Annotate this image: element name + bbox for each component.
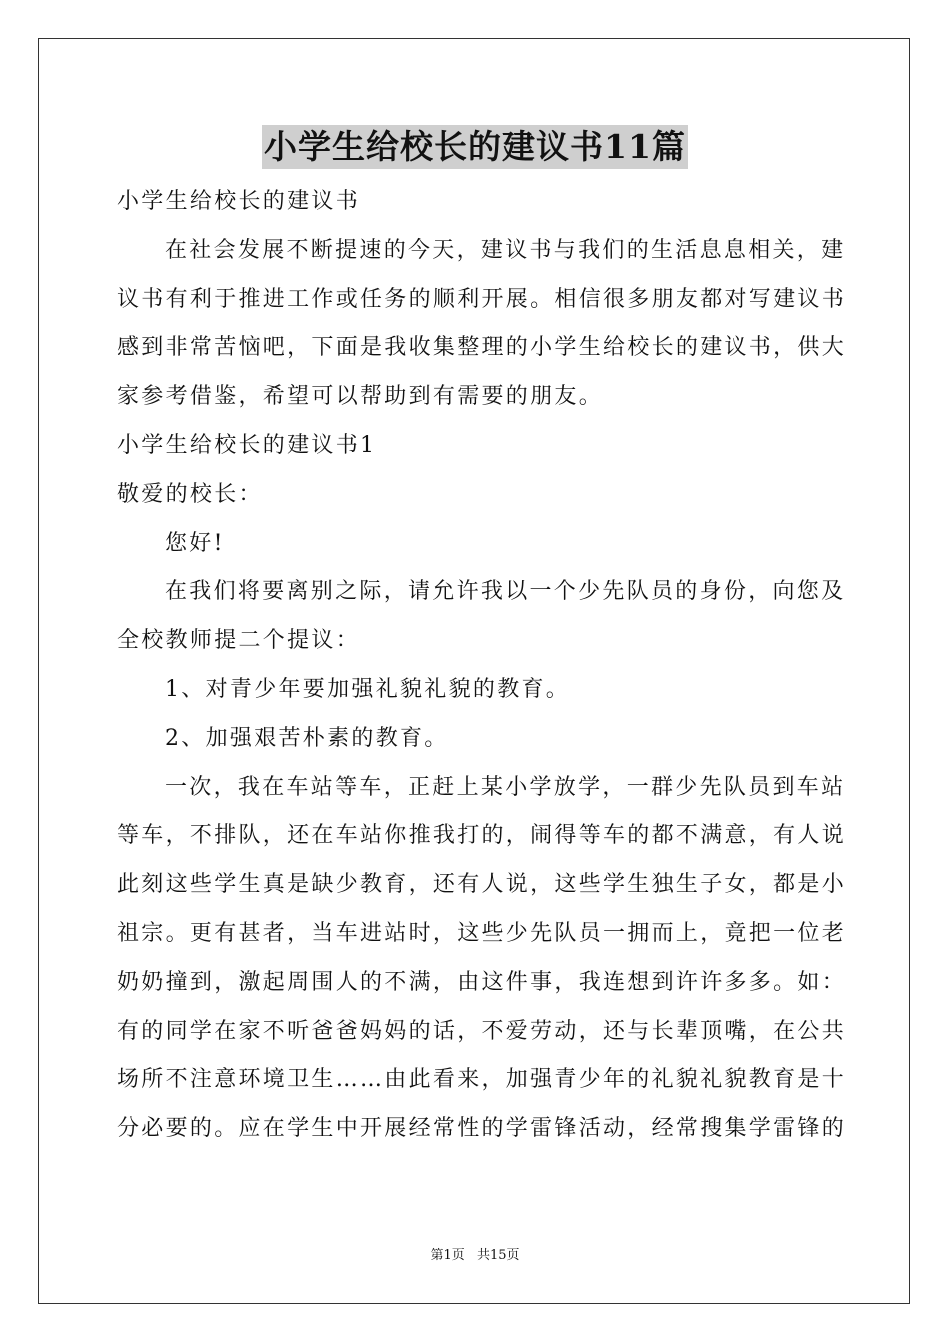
body-paragraph-line: 奶奶撞到，激起周围人的不满，由这件事，我连想到许许多多。如： bbox=[117, 969, 847, 995]
page-footer bbox=[0, 1247, 950, 1265]
body-paragraph-line: 有的同学在家不听爸爸妈妈的话，不爱劳动，还与长辈顶嘴，在公共 bbox=[117, 1018, 847, 1044]
page-total: 共15页 bbox=[476, 1248, 520, 1263]
document-body bbox=[117, 178, 847, 1154]
intro-paragraph-line: 家参考借鉴，希望可以帮助到有需要的朋友。 bbox=[117, 384, 604, 410]
proposal-item: 2、加强艰苦朴素的教育。 bbox=[165, 725, 449, 751]
body-paragraph-line: 此刻这些学生真是缺少教育，还有人说，这些学生独生子女，都是小 bbox=[117, 872, 847, 898]
intro-paragraph-line: 议书有利于推进工作或任务的顺利开展。相信很多朋友都对写建议书 bbox=[117, 286, 847, 312]
page-number: 第1页 bbox=[430, 1248, 465, 1263]
body-paragraph-line: 祖宗。更有甚者，当车进站时，这些少先队员一拥而上，竟把一位老 bbox=[117, 920, 847, 946]
document-title: 小学生给校长的建议书11篇 bbox=[262, 125, 688, 169]
salutation: 敬爱的校长： bbox=[117, 481, 263, 507]
intro-paragraph-line: 感到非常苦恼吧，下面是我收集整理的小学生给校长的建议书，供大 bbox=[117, 335, 847, 361]
proposal-item: 1、对青少年要加强礼貌礼貌的教育。 bbox=[165, 676, 571, 702]
intro-paragraph-line: 在社会发展不断提速的今天，建议书与我们的生活息息相关，建 bbox=[165, 237, 846, 263]
body-paragraph-line: 一次，我在车站等车，正赶上某小学放学，一群少先队员到车站 bbox=[165, 774, 846, 800]
body-paragraph-line: 分必要的。应在学生中开展经常性的学雷锋活动，经常搜集学雷锋的 bbox=[117, 1116, 847, 1142]
body-paragraph-line: 全校教师提二个提议： bbox=[117, 628, 361, 654]
body-paragraph-line: 场所不注意环境卫生……由此看来，加强青少年的礼貌礼貌教育是十 bbox=[117, 1067, 847, 1093]
body-paragraph-line: 在我们将要离别之际，请允许我以一个少先队员的身份，向您及 bbox=[165, 579, 846, 605]
body-paragraph-line: 等车，不排队，还在车站你推我打的，闹得等车的都不满意，有人说 bbox=[117, 823, 847, 849]
letter-heading: 小学生给校长的建议书1 bbox=[117, 432, 377, 458]
title-container bbox=[0, 125, 950, 169]
greeting: 您好! bbox=[165, 530, 225, 556]
section-heading: 小学生给校长的建议书 bbox=[117, 189, 361, 214]
